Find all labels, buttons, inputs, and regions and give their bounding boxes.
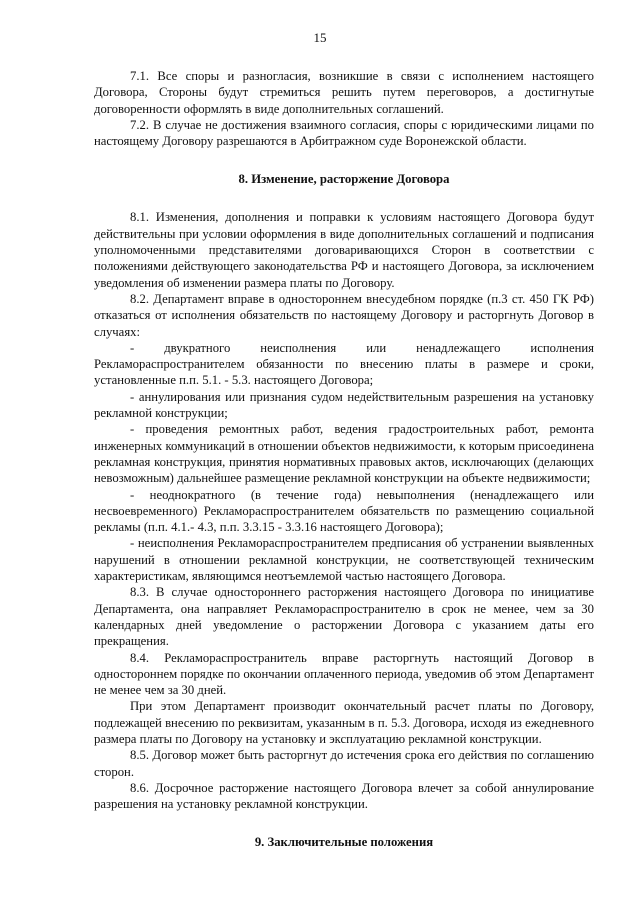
paragraph-8-5: 8.5. Договор может быть расторгнут до истечения срока его действия по соглашению сторон. <box>94 748 594 779</box>
list-item-8-2-2: - аннулирования или признания судом недействительным разрешения на установку рекламной конструкции; <box>94 389 594 421</box>
list-item-8-2-4: - неоднократного (в течение года) невыполнения (ненадлежащего или несвоевременного) Рекламораспространителем обязательств по размещению социальной рекламы (п.п. 4.1.- 4.3, п.п. 3.3.15 - 3.3.16 настоящего Договора); <box>94 487 594 535</box>
paragraph-8-3: 8.3. В случае одностороннего расторжения настоящего Договора по инициативе Департамента, она направляет Рекламораспространителю в срок не менее, чем за 30 календарных дней уведомление о расторжении Договора с указанием даты его прекращения. <box>94 585 594 649</box>
list-item-8-2-3: - проведения ремонтных работ, ведения градостроительных работ, ремонта инженерных коммуникаций в отношении объектов недвижимости, к которым присоединена рекламная конструкция, принятия нормативных правовых актов, исключающих (делающих невозможным) дальнейшее размещение рекламной конструкции на объекте недвижимости; <box>94 422 594 486</box>
list-item-8-2-1: - двукратного неисполнения или ненадлежащего исполнения Рекламораспространителем обязанности по внесению платы в размере и сроки, установленные п.п. 5.1. - 5.3. настоящего Договора; <box>94 340 594 388</box>
paragraph-8-4: 8.4. Рекламораспространитель вправе расторгнуть настоящий Договор в одностороннем порядке по окончании оплаченного периода, уведомив об этом Департамент не менее чем за 30 дней. <box>94 650 594 698</box>
paragraph-8-4-settlement: При этом Департамент производит окончательный расчет платы по Договору, подлежащей внесению по реквизитам, указанным в п. 5.3. Договора, исходя из ежедневного размера платы по Договору на установку и эксплуатацию рекламной конструкции. <box>94 699 594 746</box>
paragraph-8-2: 8.2. Департамент вправе в одностороннем внесудебном порядке (п.3 ст. 450 ГК РФ) отказаться от исполнения обязательств по настоящему Договору и расторгнуть Договор в случаях: <box>94 291 594 339</box>
section-8-heading: 8. Изменение, расторжение Договора <box>238 172 450 187</box>
paragraph-7-2: 7.2. В случае не достижения взаимного согласия, споры с юридическими лицами по настоящему Договору разрешаются в Арбитражном суде Воронежской области. <box>94 117 594 149</box>
paragraph-8-6: 8.6. Досрочное расторжение настоящего Договора влечет за собой аннулирование разрешения на установку рекламной конструкции. <box>94 780 594 812</box>
list-item-8-2-5: - неисполнения Рекламораспространителем предписания об устранении выявленных нарушений в отношении рекламной конструкции, не соответствующей техническим характеристикам, являющимся неотъемлемой частью настоящего Договора. <box>94 536 594 584</box>
section-9-heading: 9. Заключительные положения <box>254 835 434 850</box>
document-body <box>94 68 594 850</box>
paragraph-7-1: 7.1. Все споры и разногласия, возникшие в связи с исполнением настоящего Договора, Стороны будут стремиться решить путем переговоров, а достигнутые договоренности оформлять в виде дополнительных соглашений. <box>94 69 594 116</box>
page-number: 15 <box>313 30 327 45</box>
paragraph-8-1: 8.1. Изменения, дополнения и поправки к условиям настоящего Договора будут действительны при условии оформления в виде дополнительных соглашений и подписания уполномоченными представителями договаривающихся Сторон в соответствии с положениями действующего законодательства РФ и настоящего Договора, за исключением уведомления об изменении размера платы по Договору. <box>94 210 594 290</box>
